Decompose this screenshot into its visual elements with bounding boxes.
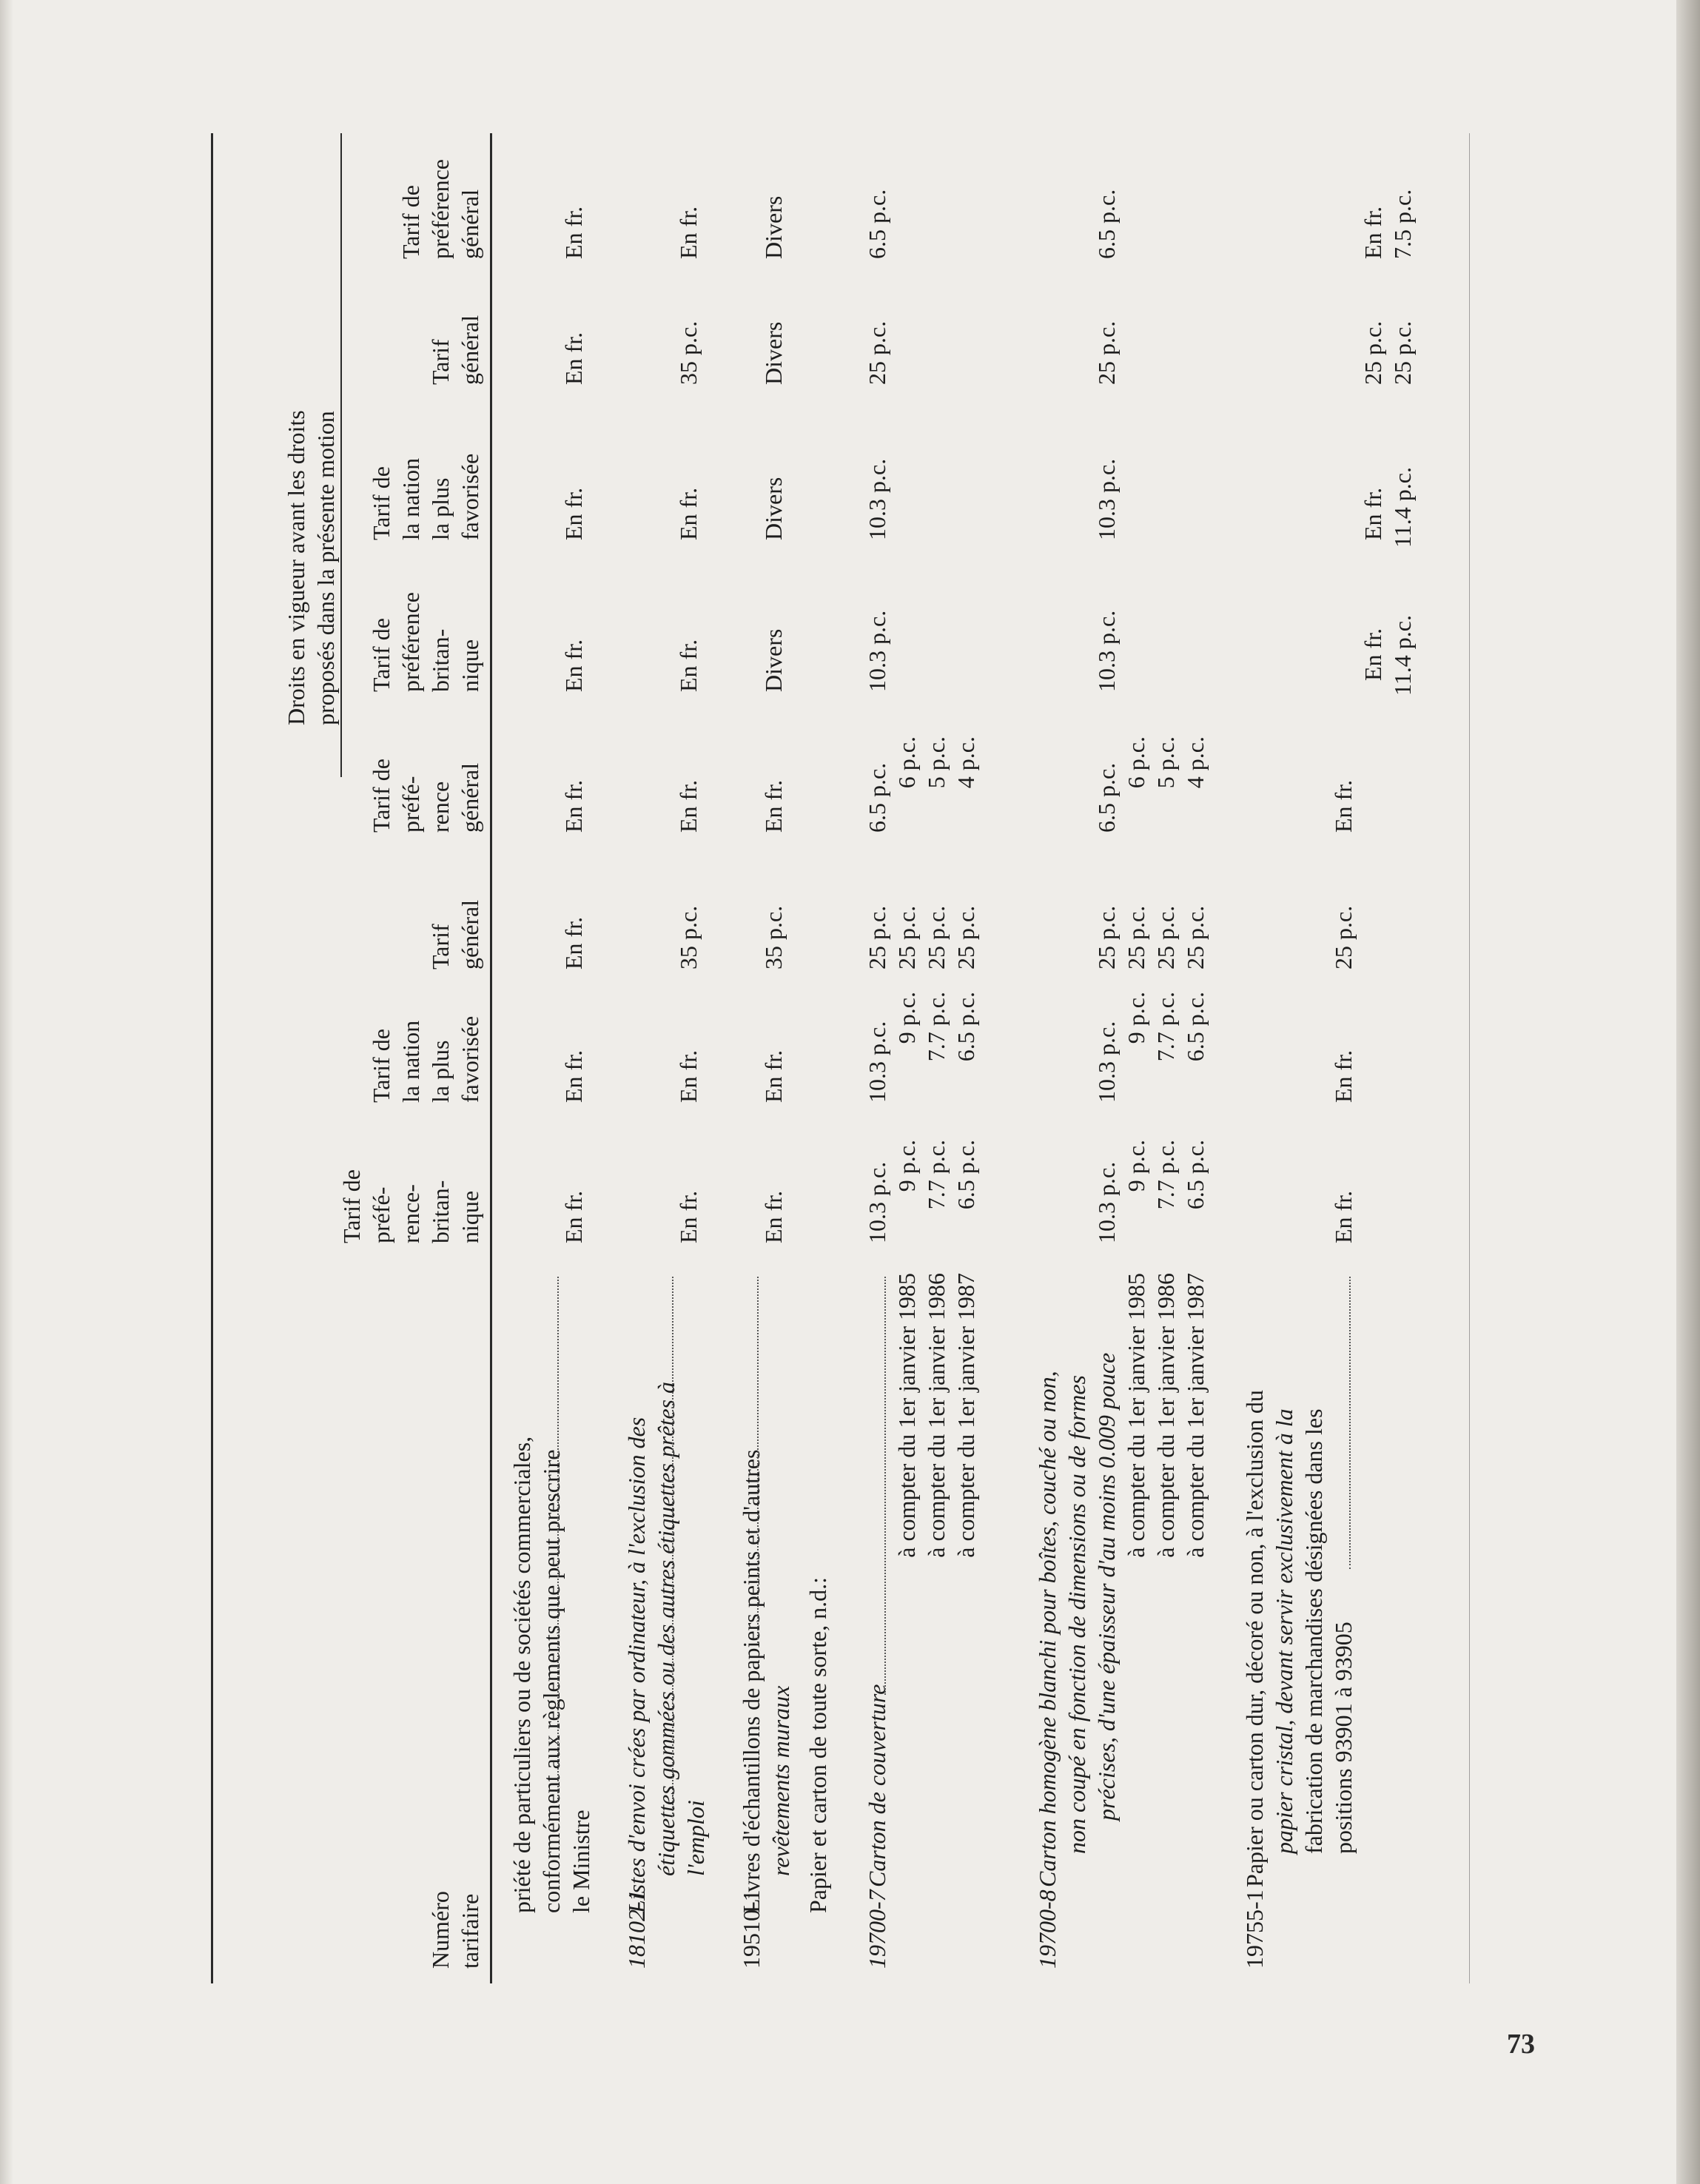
page-number: 73 bbox=[1507, 2029, 1535, 2060]
row5-val5: 10.3 p.c. bbox=[1093, 458, 1120, 540]
row4-leader bbox=[884, 1277, 886, 1695]
row4-sub2-v3: 4 p.c. bbox=[953, 736, 979, 789]
row5-sub2-v1: 6.5 p.c. bbox=[1182, 992, 1209, 1062]
row5-val4: 10.3 p.c. bbox=[1093, 610, 1120, 692]
row4-val3: 6.5 p.c. bbox=[864, 762, 890, 833]
header-gen-after: Tarif général bbox=[427, 315, 483, 385]
row4-sub1-v2: 25 p.c. bbox=[923, 905, 950, 970]
row2-val5: Divers bbox=[760, 477, 787, 540]
row6-number: 19755-1 bbox=[1241, 1889, 1268, 1969]
header-gpt-before: Tarif de préfé- rence général bbox=[368, 759, 483, 833]
row1-val2: 35 p.c. bbox=[675, 905, 702, 970]
row3-desc: Papier et carton de toute sorte, n.d.: bbox=[804, 1576, 831, 1913]
row1-val6: 35 p.c. bbox=[675, 320, 702, 385]
row1-val5: En fr. bbox=[675, 487, 702, 540]
row0-val6: En fr. bbox=[560, 332, 587, 385]
row0-val7: En fr. bbox=[560, 206, 587, 259]
row5-desc: Carton homogène blanchi pour boîtes, couché ou non, non coupé en fonction de dimensions ou de formes précises, d'une épaisseur d'au moins 0.009 pouce bbox=[1034, 1352, 1120, 1887]
row4-sub1-v3: 5 p.c. bbox=[923, 736, 950, 789]
row6-leader bbox=[1349, 1277, 1351, 1569]
page-edge-right bbox=[1676, 0, 1700, 2184]
row0-val0: En fr. bbox=[560, 1190, 587, 1243]
row4-val5: 10.3 p.c. bbox=[864, 458, 890, 540]
row2-val3: En fr. bbox=[760, 779, 787, 833]
row5-val6: 25 p.c. bbox=[1093, 320, 1120, 385]
row5-val2: 25 p.c. bbox=[1093, 905, 1120, 970]
row4-number: 19700-7 bbox=[864, 1889, 890, 1969]
row5-val3: 6.5 p.c. bbox=[1093, 762, 1120, 833]
row4-sub1-v0: 7.7 p.c. bbox=[923, 1140, 950, 1210]
row4-val6: 25 p.c. bbox=[864, 320, 890, 385]
row5-val0: 10.3 p.c. bbox=[1093, 1161, 1120, 1243]
row6-desc: Papier ou carton dur, décoré ou non, à l'exclusion du papier cristal, devant servir exclusivement à la fabrication de marchandises désignées dans les positions 93901 à 93905 bbox=[1241, 1390, 1357, 1887]
row2-val7: Divers bbox=[760, 195, 787, 259]
row6-val1: En fr. bbox=[1330, 1049, 1357, 1103]
row0-val1: En fr. bbox=[560, 1049, 587, 1103]
row2-val2: 35 p.c. bbox=[760, 905, 787, 970]
row1-val3: En fr. bbox=[675, 779, 702, 833]
row5-sub2-v3: 4 p.c. bbox=[1182, 736, 1209, 789]
row6-prop-a2: 25 p.c. bbox=[1360, 320, 1386, 385]
row1-desc: Listes d'envoi crées par ordinateur, à l'exclusion des étiquettes gommées ou des autres étiquettes prêtes à l'emploi bbox=[623, 1382, 709, 1913]
row2-val1: En fr. bbox=[760, 1049, 787, 1103]
header-gen-before: Tarif général bbox=[427, 899, 483, 970]
row0-val4: En fr. bbox=[560, 639, 587, 692]
row2-number: 19510-1 bbox=[738, 1889, 765, 1969]
row5-sub0-label: à compter du 1er janvier 1985 bbox=[1123, 1273, 1149, 1558]
row5-sub1-label: à compter du 1er janvier 1986 bbox=[1152, 1273, 1179, 1558]
row6-val0: En fr. bbox=[1330, 1190, 1357, 1243]
row4-sub1-label: à compter du 1er janvier 1986 bbox=[923, 1273, 950, 1558]
row4-val0: 10.3 p.c. bbox=[864, 1161, 890, 1243]
row4-desc: Carton de couverture bbox=[864, 1684, 890, 1887]
row0-val2: En fr. bbox=[560, 916, 587, 970]
row5-sub1-v0: 7.7 p.c. bbox=[1152, 1140, 1179, 1210]
row2-val4: Divers bbox=[760, 628, 787, 692]
tariff-table bbox=[211, 74, 1476, 1983]
row1-number: 18102-1 bbox=[623, 1889, 650, 1969]
header-mfn-before: Tarif de la nation la plus favorisée bbox=[368, 1015, 483, 1103]
row6-val2: 25 p.c. bbox=[1330, 905, 1357, 970]
page-edge-left bbox=[0, 0, 13, 2184]
row1-leader bbox=[672, 1277, 673, 1817]
row4-sub0-v1: 9 p.c. bbox=[893, 992, 920, 1044]
row1-val7: En fr. bbox=[675, 206, 702, 259]
row5-sub0-v1: 9 p.c. bbox=[1123, 992, 1149, 1044]
row0-val5: En fr. bbox=[560, 487, 587, 540]
row6-prop-b2: 25 p.c. bbox=[1389, 320, 1416, 385]
row4-sub1-v1: 7.7 p.c. bbox=[923, 992, 950, 1062]
row4-val1: 10.3 p.c. bbox=[864, 1021, 890, 1103]
row4-sub2-label: à compter du 1er janvier 1987 bbox=[953, 1273, 979, 1558]
row2-val6: Divers bbox=[760, 321, 787, 385]
row0-desc: priété de particuliers ou de sociétés commerciales, conformément aux règlements que peut prescrire le Ministre bbox=[508, 1436, 594, 1913]
header-bp-after: Tarif de préférence britan- nique bbox=[368, 592, 483, 692]
row6-prop-b1: 11.4 p.c. bbox=[1389, 466, 1416, 548]
row4-sub2-v1: 6.5 p.c. bbox=[953, 992, 979, 1062]
header-gpt-after: Tarif de préférence général bbox=[397, 159, 483, 259]
row4-val4: 10.3 p.c. bbox=[864, 610, 890, 692]
header-bp-before: Tarif de préfé- rence- britan- nique bbox=[338, 1169, 483, 1243]
row4-sub2-v2: 25 p.c. bbox=[953, 905, 979, 970]
header-bottom-rule bbox=[490, 133, 492, 1983]
row6-prop-a3: En fr. bbox=[1360, 206, 1386, 259]
row1-val1: En fr. bbox=[675, 1049, 702, 1103]
row6-val3: En fr. bbox=[1330, 779, 1357, 833]
row5-sub1-v2: 25 p.c. bbox=[1152, 905, 1179, 970]
header-mfn-after: Tarif de la nation la plus favorisée bbox=[368, 453, 483, 540]
row5-sub2-v0: 6.5 p.c. bbox=[1182, 1140, 1209, 1210]
row4-sub0-label: à compter du 1er janvier 1985 bbox=[893, 1273, 920, 1558]
row5-sub0-v3: 6 p.c. bbox=[1123, 736, 1149, 789]
row4-sub0-v0: 9 p.c. bbox=[893, 1140, 920, 1192]
row5-sub2-label: à compter du 1er janvier 1987 bbox=[1182, 1273, 1209, 1558]
row5-val7: 6.5 p.c. bbox=[1093, 189, 1120, 259]
row2-val0: En fr. bbox=[760, 1190, 787, 1243]
table-top-rule bbox=[211, 133, 213, 1983]
header-current-group: Droits en vigueur avant les droits proposés dans la présente motion bbox=[283, 410, 339, 725]
table-bottom-rule bbox=[1469, 133, 1470, 1983]
row1-val0: En fr. bbox=[675, 1190, 702, 1243]
row4-sub2-v0: 6.5 p.c. bbox=[953, 1140, 979, 1210]
row6-prop-a0: En fr. bbox=[1360, 628, 1386, 681]
row4-sub0-v3: 6 p.c. bbox=[893, 736, 920, 789]
row5-sub0-v2: 25 p.c. bbox=[1123, 905, 1149, 970]
row1-val4: En fr. bbox=[675, 639, 702, 692]
row5-sub1-v3: 5 p.c. bbox=[1152, 736, 1179, 789]
row6-prop-b3: 7.5 p.c. bbox=[1389, 189, 1416, 259]
group-rule bbox=[340, 133, 342, 777]
row5-sub1-v1: 7.7 p.c. bbox=[1152, 992, 1179, 1062]
row4-val2: 25 p.c. bbox=[864, 905, 890, 970]
row5-sub0-v0: 9 p.c. bbox=[1123, 1140, 1149, 1192]
row0-val3: En fr. bbox=[560, 779, 587, 833]
row2-desc: Livres d'échantillons de papiers peints et d'autres revêtements muraux bbox=[738, 1449, 794, 1913]
row0-leader bbox=[557, 1277, 559, 1802]
row5-sub2-v2: 25 p.c. bbox=[1182, 905, 1209, 970]
row4-sub0-v2: 25 p.c. bbox=[893, 905, 920, 970]
row6-prop-b0: 11.4 p.c. bbox=[1389, 614, 1416, 696]
row5-val1: 10.3 p.c. bbox=[1093, 1021, 1120, 1103]
row2-leader bbox=[757, 1277, 759, 1643]
row6-prop-a1: En fr. bbox=[1360, 487, 1386, 540]
header-tariff-number: Numéro tarifaire bbox=[427, 1891, 483, 1969]
row5-number: 19700-8 bbox=[1034, 1889, 1061, 1969]
row4-val7: 6.5 p.c. bbox=[864, 189, 890, 259]
